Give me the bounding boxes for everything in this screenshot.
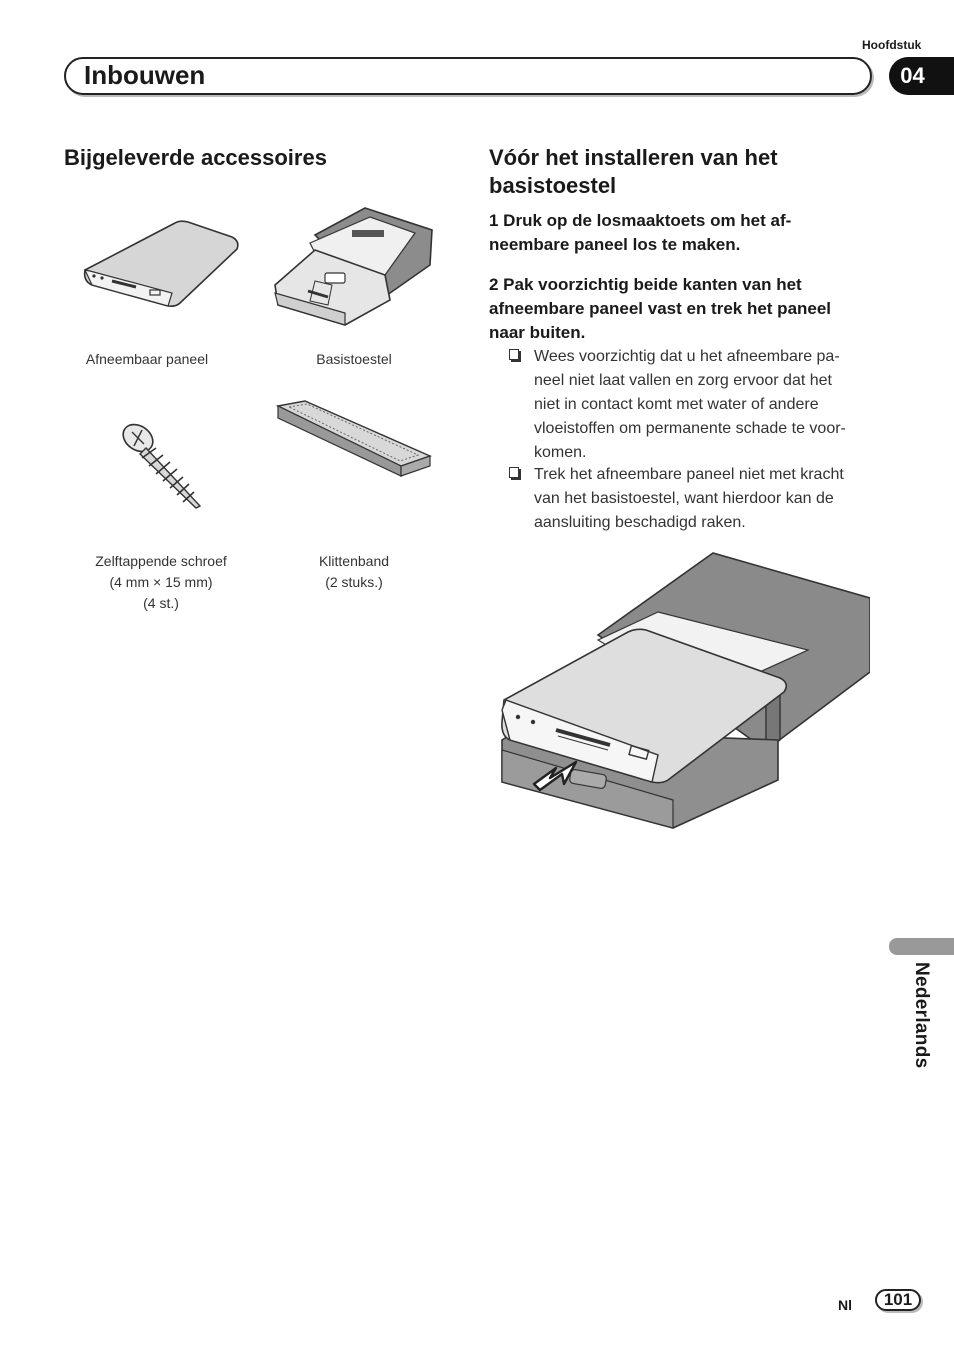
screw-icon bbox=[118, 418, 208, 513]
accessories-heading: Bijgeleverde accessoires bbox=[64, 145, 327, 170]
caption-detachable-panel: Afneembaar paneel bbox=[85, 351, 209, 367]
detachable-panel-icon bbox=[80, 215, 245, 315]
installation-heading: Vóór het installeren van het basistoestel bbox=[489, 145, 778, 198]
panel-removal-illustration bbox=[498, 550, 870, 830]
caption-screw: Zelftappende schroef (4 mm × 15 mm) (4 st.) bbox=[95, 553, 227, 611]
chapter-number-tab: 04 bbox=[889, 57, 954, 95]
velcro-strip-icon bbox=[275, 398, 435, 478]
checkbox-bullet-icon bbox=[509, 467, 519, 478]
bullet-item: Wees voorzichtig dat u het afneembare pa- neel niet laat vallen en zorg ervoor dat het niet in contact komt met water of andere vloeistoffen om permanente schade te voor- komen. bbox=[509, 345, 879, 467]
step-1: 1 Druk op de losmaaktoets om het af- neembare paneel los te maken. bbox=[489, 211, 792, 254]
caption-velcro: Klittenband (2 stuks.) bbox=[318, 553, 390, 590]
step-2: 2 Pak voorzichtig beide kanten van het afneembare paneel vast en trek het paneel naar buiten. bbox=[489, 275, 832, 342]
language-tab bbox=[889, 938, 954, 955]
chapter-label: Hoofdstuk bbox=[862, 38, 922, 52]
checkbox-bullet-icon bbox=[509, 349, 519, 360]
base-unit-icon bbox=[270, 205, 438, 330]
page-title: Inbouwen bbox=[84, 60, 206, 90]
bullet-item: Trek het afneembare paneel niet met kracht van het basistoestel, want hierdoor kan de aansluiting beschadigd raken. bbox=[509, 463, 879, 537]
page-number: 101 bbox=[875, 1289, 921, 1311]
language-code: Nl bbox=[838, 1297, 852, 1313]
language-label: Nederlands bbox=[911, 962, 932, 1069]
caption-base-unit: Basistoestel bbox=[316, 351, 392, 367]
